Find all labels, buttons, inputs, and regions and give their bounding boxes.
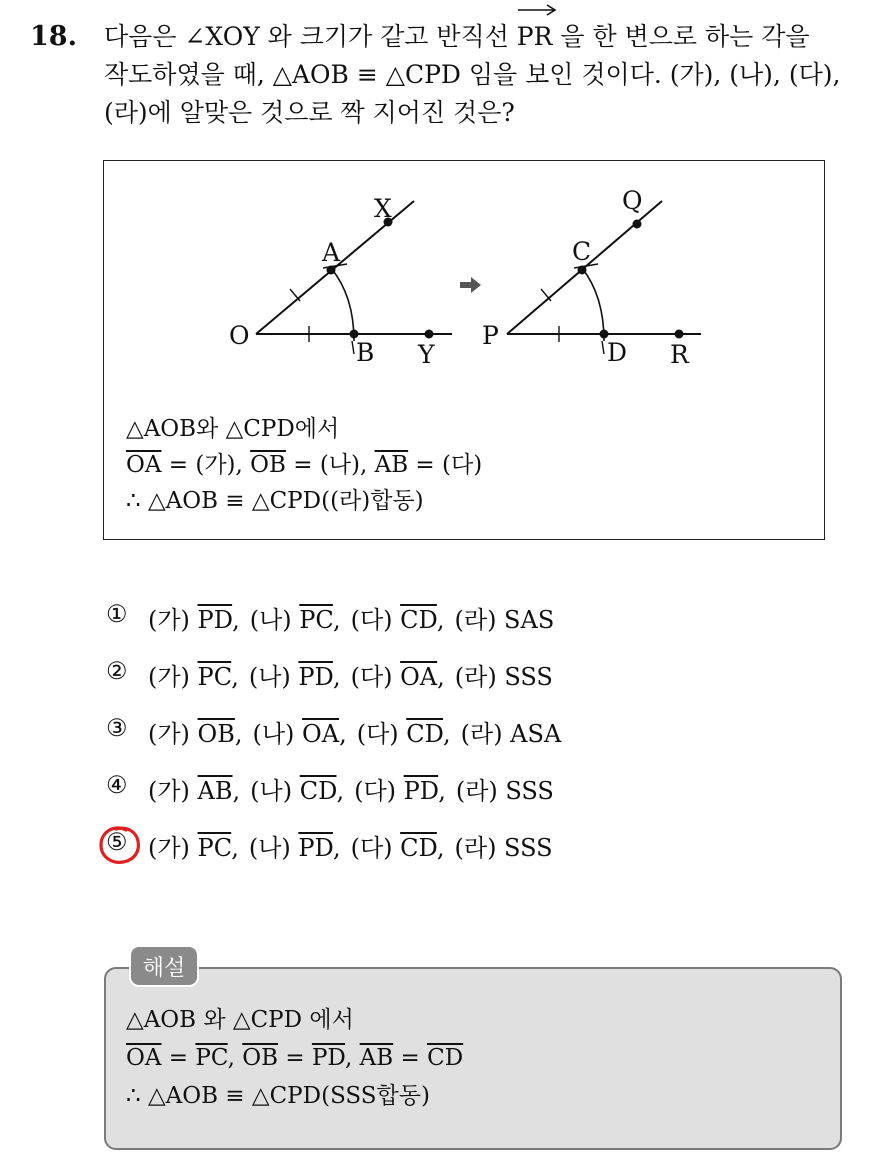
solution-line2-text: , — [227, 1045, 243, 1071]
solution-line2 — [126, 1039, 463, 1077]
choice-number: ⑤ — [106, 828, 128, 856]
choice-number: ① — [106, 600, 128, 628]
choice-segment: $\overline{PC}$ — [197, 663, 232, 691]
choice-segment: $\overline{CD}$ — [406, 720, 443, 748]
question-line3: (라)에 알맞은 것으로 짝 지어진 것은? — [104, 98, 515, 127]
choice-part-label: (다) — [354, 777, 404, 805]
solution-line2-text: = — [393, 1045, 428, 1071]
label-a: A — [322, 238, 341, 267]
figure-line2-text: = (다) — [408, 452, 483, 478]
figure-text-line2 — [126, 447, 482, 483]
choice-part — [253, 714, 347, 749]
point-q — [633, 220, 642, 229]
point-r — [675, 330, 684, 339]
choice-separator: , — [232, 606, 240, 634]
choice-rule: (라) SSS — [454, 834, 553, 862]
question — [30, 18, 866, 132]
question-line1: 다음은 ∠XOY 와 크기가 같고 반직선 PR 을 한 변으로 하는 각을 — [104, 22, 810, 51]
label-b: B — [356, 338, 375, 367]
choice-separator: , — [438, 777, 446, 805]
label-c: C — [572, 237, 592, 266]
choice-segment: $\overline{OB}$ — [197, 720, 235, 748]
choice-part-label: (가) — [148, 834, 198, 862]
solution-box — [104, 967, 842, 1150]
choice-segment: $\overline{CD}$ — [299, 777, 337, 805]
choice-segment: $\overline{CD}$ — [400, 834, 437, 862]
construction-diagram — [104, 161, 824, 401]
choice-part — [250, 600, 341, 635]
choice-segment: $\overline{PD}$ — [298, 834, 333, 862]
choice-part-label: (가) — [148, 663, 198, 691]
choice-part — [250, 771, 344, 806]
choice-separator: , — [231, 663, 239, 691]
choice-part — [351, 600, 445, 635]
choice-segment: $\overline{CD}$ — [400, 606, 437, 634]
choice-segment: $\overline{OA}$ — [400, 663, 438, 691]
choice-separator: , — [332, 606, 341, 634]
choice-separator: , — [443, 720, 451, 748]
solution-line2-segment: $\overline{PD}$ — [311, 1045, 346, 1071]
solution-line2-segment: $\overline{OB}$ — [242, 1045, 279, 1071]
right-arrow-icon — [460, 277, 481, 293]
choice-part-label: (나) — [252, 720, 303, 748]
question-number: 18. — [30, 21, 77, 52]
choice-number: ② — [106, 657, 128, 685]
choice-separator: , — [231, 834, 239, 862]
choice-part-label: (다) — [350, 663, 401, 691]
choice-3[interactable] — [106, 714, 561, 771]
figure-text-line1: △AOB와 △CPD에서 — [126, 416, 340, 442]
vector-pr: PR — [517, 18, 553, 56]
choice-part-label: (다) — [350, 606, 401, 634]
choice-part-label: (다) — [356, 720, 407, 748]
label-p: P — [482, 321, 499, 350]
choice-part — [148, 600, 240, 635]
choice-separator: , — [332, 834, 341, 862]
label-d: D — [607, 338, 628, 367]
choice-rule: (라) ASA — [460, 720, 562, 748]
choice-part — [148, 828, 239, 863]
choice-part — [148, 714, 243, 749]
solution-line1: △AOB 와 △CPD 에서 — [126, 1007, 354, 1033]
choice-segment: $\overline{PC}$ — [197, 834, 232, 862]
choice-separator: , — [336, 777, 345, 805]
choice-5[interactable] — [106, 828, 561, 885]
figure-line2-text: = (가), — [161, 452, 251, 478]
choice-part — [148, 657, 239, 692]
choice-separator: , — [332, 663, 341, 691]
choice-1[interactable] — [106, 600, 561, 657]
choice-rule: (라) SSS — [455, 777, 554, 805]
choice-separator: , — [437, 663, 445, 691]
figure-text-line3: ∴ △AOB ≡ △CPD((라)합동) — [126, 488, 424, 514]
choice-rule: (라) SAS — [454, 606, 555, 634]
solution-line2-segment: $\overline{AB}$ — [359, 1045, 394, 1071]
choice-segment: $\overline{PD}$ — [298, 663, 333, 691]
question-text — [104, 18, 866, 132]
choice-part — [351, 828, 445, 863]
choice-part-label: (가) — [148, 777, 198, 805]
point-y — [425, 330, 434, 339]
choice-segment: $\overline{PC}$ — [299, 606, 333, 634]
choice-segment: $\overline{PD}$ — [197, 606, 233, 634]
choice-separator: , — [436, 606, 445, 634]
solution-tab: 해설 — [129, 945, 199, 987]
figure-line2-segment: $\overline{AB}$ — [374, 452, 409, 478]
choice-part — [249, 657, 341, 692]
choice-separator: , — [339, 720, 347, 748]
choice-part-label: (나) — [248, 834, 299, 862]
choice-2[interactable] — [106, 657, 561, 714]
label-r: R — [670, 340, 689, 369]
answer-choices — [106, 600, 561, 885]
solution-line2-text: = — [161, 1045, 196, 1071]
choice-segment: $\overline{PD}$ — [403, 777, 439, 805]
choice-part-label: (나) — [249, 606, 300, 634]
solution-line2-text: = — [278, 1045, 312, 1071]
choice-separator: , — [232, 777, 241, 805]
vector-arrow-icon — [517, 4, 557, 16]
figure-line2-segment: $\overline{OA}$ — [126, 452, 162, 478]
choice-number: ④ — [106, 771, 128, 799]
choice-4[interactable] — [106, 771, 561, 828]
label-y: Y — [418, 340, 435, 369]
choice-part-label: (나) — [248, 663, 299, 691]
answer-circle-mark — [96, 822, 144, 868]
point-c — [578, 266, 587, 275]
choice-number: ③ — [106, 714, 128, 742]
choice-part-label: (가) — [148, 606, 198, 634]
choice-part — [249, 828, 341, 863]
solution-line2-segment: $\overline{PC}$ — [195, 1045, 228, 1071]
choice-rule: (라) SSS — [454, 663, 553, 691]
choice-separator: , — [436, 834, 445, 862]
figure-proof-text — [126, 411, 482, 519]
question-line2: 작도하였을 때, △AOB ≡ △CPD 임을 보인 것이다. (가), (나), (다), — [104, 60, 841, 89]
choice-part — [148, 771, 240, 806]
figure-box — [103, 160, 825, 540]
figure-line2-text: = (나), — [285, 452, 375, 478]
choice-part — [357, 714, 451, 749]
choice-part-label: (나) — [250, 777, 300, 805]
choice-part — [351, 657, 445, 692]
label-o: O — [229, 321, 250, 350]
solution-line2-text: , — [345, 1045, 360, 1071]
label-x: X — [374, 194, 392, 223]
choice-part-label: (다) — [350, 834, 401, 862]
choice-separator: , — [234, 720, 243, 748]
solution-line3: ∴ △AOB ≡ △CPD(SSS합동) — [126, 1083, 430, 1109]
label-q: Q — [622, 186, 643, 215]
solution-line2-segment: $\overline{OA}$ — [126, 1045, 162, 1071]
choice-part-label: (가) — [148, 720, 198, 748]
choice-segment: $\overline{AB}$ — [197, 777, 233, 805]
figure-line2-segment: $\overline{OB}$ — [250, 452, 286, 478]
choice-part — [354, 771, 446, 806]
choice-segment: $\overline{OA}$ — [302, 720, 340, 748]
solution-text — [126, 1001, 463, 1115]
solution-line2-segment: $\overline{CD}$ — [427, 1045, 464, 1071]
